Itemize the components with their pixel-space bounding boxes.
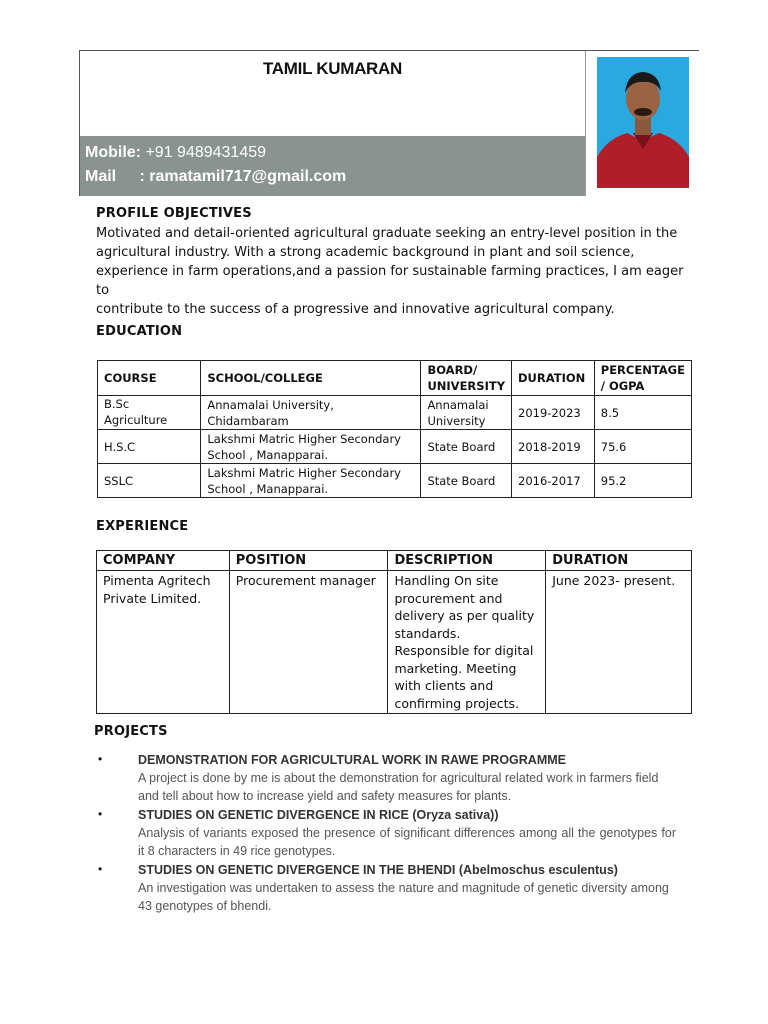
mobile-line (85, 144, 266, 162)
profile-line: agricultural industry. With a strong academic background in plant and soil science, (96, 245, 635, 260)
experience-table (96, 550, 692, 714)
person-portrait-icon (597, 57, 689, 188)
profile-line: contribute to the success of a progressive and innovative agricultural company. (96, 302, 615, 317)
profile-line: Motivated and detail-oriented agricultural graduate seeking an entry-level position in the (96, 226, 678, 241)
experience-title: EXPERIENCE (96, 519, 189, 534)
table-cell: State Board (421, 430, 512, 464)
mobile-value: +91 9489431459 (145, 144, 267, 161)
project-description: An investigation was undertaken to assess the nature and magnitude of genetic diversity among 43 genotypes of bhendi. (138, 881, 669, 913)
contact-bar (80, 136, 585, 196)
column-header: COMPANY (97, 551, 230, 571)
column-header: PERCENTAGE / OGPA (594, 361, 691, 396)
mail-label: Mail (85, 168, 117, 185)
table-cell: Handling On site procurement and delivery as per quality standards. Responsible for digital marketing. Meeting with clients and confirming projects. (388, 571, 546, 714)
list-item (98, 807, 676, 860)
table-cell: SSLC (98, 464, 201, 498)
project-description: A project is done by me is about the demonstration for agricultural related work in farmers field and tell about how to increase yield and safety measures for plants. (138, 771, 659, 803)
column-header: SCHOOL/COLLEGE (201, 361, 421, 396)
table-row (97, 571, 692, 714)
table-cell: Procurement manager (229, 571, 388, 714)
bullet-icon: • (98, 752, 103, 766)
table-cell: Lakshmi Matric Higher Secondary School , Manapparai. (201, 464, 421, 498)
education-table (97, 360, 692, 498)
column-header: DESCRIPTION (388, 551, 546, 571)
profile-line: experience in farm operations,and a passion for sustainable farming practices, I am eager to (96, 264, 684, 298)
projects-title: PROJECTS (94, 724, 168, 739)
projects-list (98, 752, 676, 917)
column-header: DURATION (546, 551, 692, 571)
table-cell: Annamalai University, Chidambaram (201, 396, 421, 430)
mobile-label: Mobile: (85, 144, 141, 161)
bullet-icon: • (98, 862, 103, 876)
bullet-icon: • (98, 807, 103, 821)
table-cell: Lakshmi Matric Higher Secondary School , Manapparai. (201, 430, 421, 464)
table-row (98, 396, 692, 430)
table-cell: 2016-2017 (512, 464, 595, 498)
table-cell: State Board (421, 464, 512, 498)
profile-objectives-text (96, 224, 696, 319)
table-cell: 75.6 (594, 430, 691, 464)
project-title: STUDIES ON GENETIC DIVERGENCE IN THE BHENDI (Abelmoschus esculentus) (138, 863, 618, 877)
profile-objectives-title: PROFILE OBJECTIVES (96, 206, 252, 221)
table-cell: 95.2 (594, 464, 691, 498)
project-title: STUDIES ON GENETIC DIVERGENCE IN RICE (Oryza sativa)) (138, 808, 499, 822)
table-header-row (97, 551, 692, 571)
resume-header (79, 50, 699, 196)
table-cell: June 2023- present. (546, 571, 692, 714)
education-title: EDUCATION (96, 324, 183, 339)
candidate-name: TAMIL KUMARAN (262, 59, 402, 78)
mail-value: : ramatamil717@gmail.com (139, 168, 347, 185)
table-header-row (98, 361, 692, 396)
table-cell: Annamalai University (421, 396, 512, 430)
mail-line (85, 168, 346, 186)
project-title: DEMONSTRATION FOR AGRICULTURAL WORK IN RAWE PROGRAMME (138, 753, 566, 767)
project-description: Analysis of variants exposed the presence of significant differences among all the genotypes for it 8 characters in 49 rice genotypes. (138, 826, 676, 858)
table-cell: 2019-2023 (512, 396, 595, 430)
table-cell: 8.5 (594, 396, 691, 430)
table-row (98, 430, 692, 464)
table-cell: 2018-2019 (512, 430, 595, 464)
column-header: COURSE (98, 361, 201, 396)
column-header: DURATION (512, 361, 595, 396)
list-item (98, 752, 676, 805)
profile-photo (597, 57, 689, 188)
table-cell: H.S.C (98, 430, 201, 464)
table-cell: B.Sc Agriculture (98, 396, 201, 430)
table-row (98, 464, 692, 498)
photo-frame (585, 51, 700, 196)
column-header: POSITION (229, 551, 388, 571)
column-header: BOARD/ UNIVERSITY (421, 361, 512, 396)
table-cell: Pimenta Agritech Private Limited. (97, 571, 230, 714)
list-item (98, 862, 676, 915)
